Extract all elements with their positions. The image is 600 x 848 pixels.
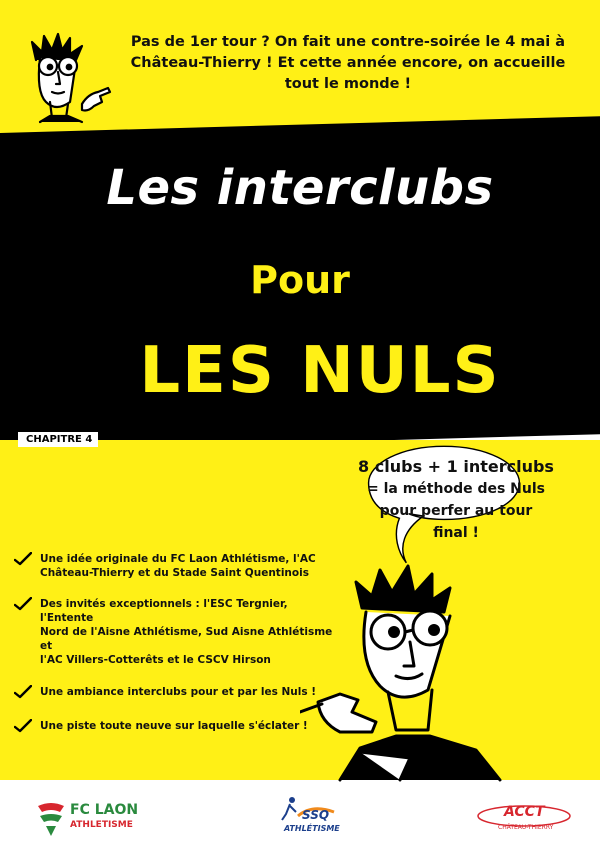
bubble-line-4: final ! [433,525,479,541]
acct-sub: CHÂTEAU-THIERRY [498,824,554,831]
checkmark-icon [14,719,32,733]
checkmark-icon [14,597,32,611]
fc-laon-name: FC LAON [70,802,139,818]
fc-laon-logo [36,800,146,840]
feature-item-3 [14,685,334,699]
features-list [14,552,334,733]
feature-3-line-1: Une ambiance interclubs pour et par les Nuls ! [40,686,317,698]
feature-2-line-2: Nord de l'Aisne Athlétisme, Sud Aisne Athlétisme et [40,626,333,652]
fc-laon-emblem-icon [36,802,66,836]
feature-1-line-2: Château-Thierry et du Stade Saint Quentinois [40,567,309,579]
fc-laon-sub: ATHLETISME [70,820,133,830]
feature-item-1 [14,552,334,580]
intro-text [118,32,578,95]
ssq-name: SSQ [302,808,330,822]
intro-line-2: Château-Thierry ! Et cette année encore, on accueille [130,55,566,71]
feature-item-4 [14,719,334,733]
bubble-text [340,456,572,544]
dummies-man-large-illustration [300,562,600,782]
checkmark-icon [14,685,32,699]
title-pour: Pour [250,258,350,302]
intro-line-1: Pas de 1er tour ? On fait une contre-soirée le 4 mai à [130,34,566,50]
bubble-line-2: = la méthode des Nuls [366,481,545,497]
feature-2-line-1: Des invités exceptionnels : l'ESC Tergnier, l'Entente [40,598,288,624]
acct-name: ACCT [504,804,545,820]
feature-2-line-3: l'AC Villers-Cotterêts et le CSCV Hirson [40,654,271,666]
title-les-nuls: LES NULS [139,334,501,408]
dummies-man-small-illustration [26,32,116,132]
chapter-badge: CHAPITRE 4 [18,432,98,447]
bubble-line-3: pour perfer au tour [379,503,533,519]
checkmark-icon [14,552,32,566]
acct-logo [474,800,574,840]
feature-item-2 [14,597,334,667]
feature-1-line-1: Une idée originale du FC Laon Athlétisme, l'AC [40,553,316,565]
bubble-line-1: 8 clubs + 1 interclubs [358,457,554,476]
main-title: Les interclubs [106,160,494,216]
intro-line-3: tout le monde ! [284,76,412,92]
ssq-sub: ATHLÉTISME [284,824,340,833]
feature-4-line-1: Une piste toute neuve sur laquelle s'éclater ! [40,720,308,732]
ssq-logo [272,794,342,840]
